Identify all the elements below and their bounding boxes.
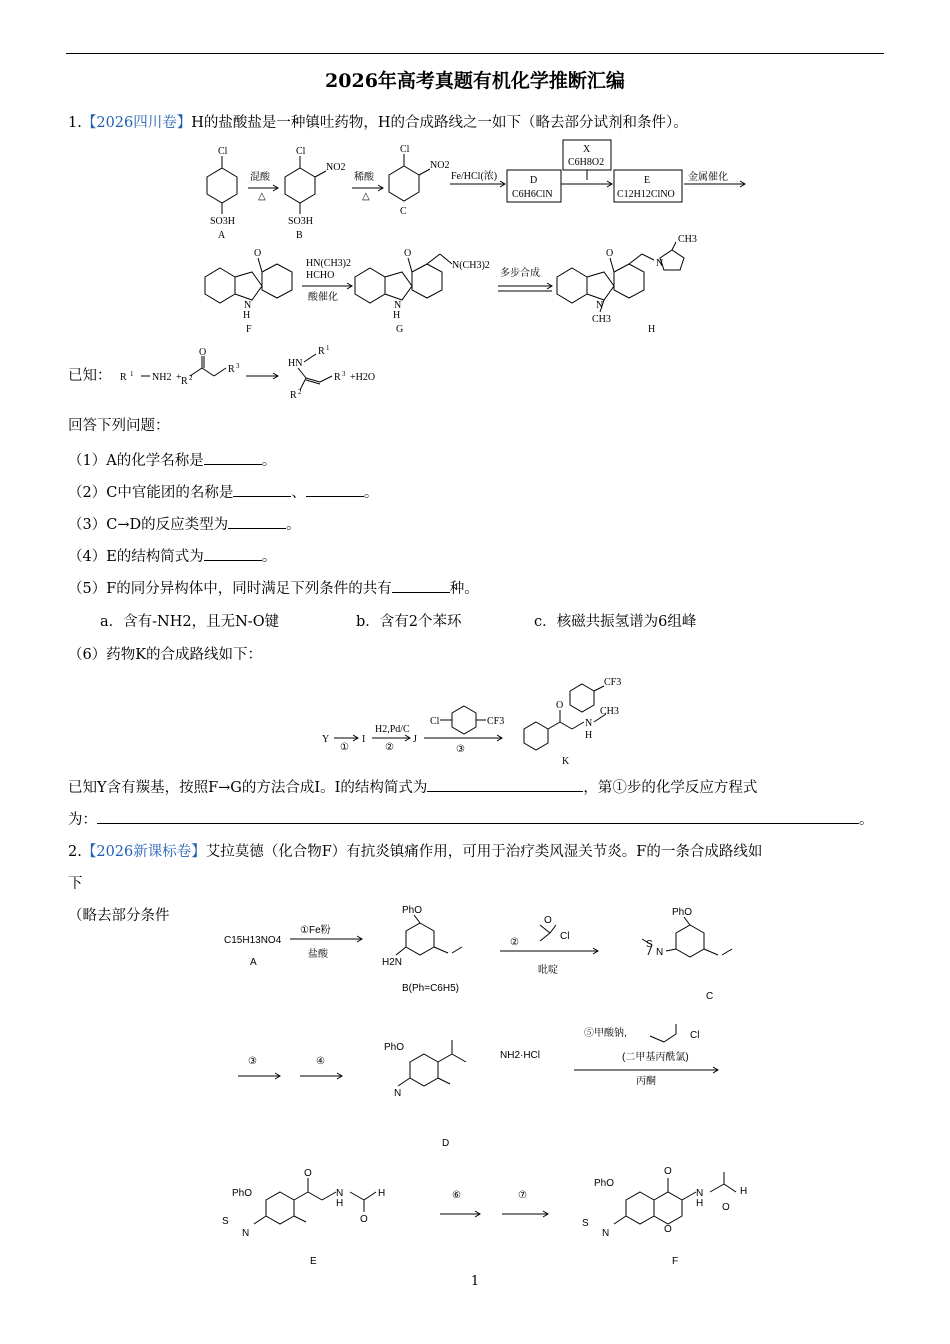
q2-stem: 艾拉莫德（化合物F）有抗炎镇痛作用，可用于治疗类风湿关节炎。F的一条合成路线如 — [205, 844, 763, 860]
q2-step2b: 吡啶 — [538, 965, 558, 976]
k-scheme — [0, 668, 950, 768]
q2-d-n: N — [394, 1088, 402, 1099]
q2-d-pho: PhO — [384, 1042, 405, 1053]
q2-f-o: O — [664, 1166, 672, 1177]
reagent-heat1: △ — [258, 191, 266, 202]
q2-step2: ② — [510, 937, 519, 948]
q1-sub3: （3）C→D的反应类型为 。 — [68, 514, 301, 535]
svg-text:3: 3 — [342, 370, 346, 378]
known-reaction — [0, 346, 950, 406]
q2-f-h: H — [696, 1198, 704, 1209]
q2-label-B: B(Ph=C6H5) — [402, 983, 459, 994]
q2-step3: ③ — [248, 1056, 257, 1067]
e-formula: C12H12ClNO — [617, 189, 675, 200]
q2-c-n: N — [656, 947, 664, 958]
q2-so2cl-o: O — [544, 915, 552, 926]
known-o: O — [199, 347, 207, 358]
q1-source: 【2026四川卷】 — [81, 115, 192, 131]
label-D: D — [530, 175, 538, 186]
q1-6-blank-eq[interactable] — [97, 809, 859, 824]
label-G: G — [396, 324, 404, 335]
known-prod-r2: R — [290, 390, 297, 401]
a-so3h: SO3H — [210, 216, 236, 227]
answer-intro: 回答下列问题： — [68, 418, 170, 434]
q2-label-A: A — [250, 957, 257, 968]
q2-step5: ⑤甲酸钠, — [584, 1028, 627, 1039]
q2-scheme-row3 — [0, 1148, 950, 1268]
k-prod-cf3: CF3 — [604, 677, 622, 688]
g-n: N — [394, 300, 402, 311]
c-cl: Cl — [400, 144, 410, 155]
q2-step1b: 盐酸 — [308, 949, 328, 960]
label-I: I — [362, 734, 366, 745]
q1-2-blank-b[interactable] — [306, 482, 364, 497]
reagent-hcho: HCHO — [306, 270, 335, 281]
header-rule — [66, 53, 884, 54]
q2-step5b: (二甲基丙酰氯) — [622, 1052, 689, 1063]
q1-stem: H的盐酸盐是一种镇吐药物，H的合成路线之一如下（略去部分试剂和条件）。 — [191, 115, 688, 131]
label-X: X — [583, 144, 591, 155]
label-F: F — [246, 324, 252, 335]
q1-sub2: （2）C中官能团的名称是 、 。 — [68, 482, 378, 503]
q2-note: （略去部分条件 — [68, 908, 170, 924]
q1-number: 1. — [68, 115, 82, 131]
q2-e-cho-h: H — [378, 1188, 386, 1199]
q2-e-h: H — [336, 1198, 344, 1209]
q1-6-blank-i[interactable] — [427, 777, 583, 792]
known-water: +H2O — [350, 372, 376, 383]
svg-text:3: 3 — [236, 362, 240, 370]
known-prod-r1: R — [318, 346, 325, 357]
g-h: H — [393, 310, 401, 321]
q1-cond-b: b．含有2个苯环 — [356, 614, 462, 630]
q2-e-cho-o: O — [360, 1214, 368, 1225]
k-n: N — [585, 718, 593, 729]
k-cl: Cl — [430, 716, 440, 727]
q1-cond-c: c．核磁共振氢谱为6组峰 — [534, 614, 697, 630]
q2-e-n: N — [336, 1188, 344, 1199]
q2-label-D: D — [442, 1138, 450, 1149]
q2-f-cho-h: H — [740, 1186, 748, 1197]
a-cl: Cl — [218, 146, 228, 157]
h-imid-ch3: CH3 — [678, 234, 697, 245]
h-imid-n: N — [656, 258, 664, 269]
k-h: H — [585, 730, 593, 741]
q2-e-n2: N — [242, 1228, 250, 1239]
d-formula: C6H6ClN — [512, 189, 553, 200]
reagent-metal-cat: 金属催化 — [688, 172, 728, 183]
q2-d-nh2hcl: NH2·HCl — [500, 1050, 540, 1061]
f-o: O — [254, 248, 262, 259]
q1-1-blank[interactable] — [204, 450, 262, 465]
page-title: 2026年高考真题有机化学推断汇编 — [325, 70, 625, 92]
k-cf3: CF3 — [487, 716, 505, 727]
label-A: A — [218, 230, 226, 241]
label-C: C — [400, 206, 407, 217]
k-step1: ① — [340, 742, 349, 753]
q2-source: 【2026新课标卷】 — [81, 844, 206, 860]
label-H: H — [648, 324, 656, 335]
q2-stem-line: 2.【2026新课标卷】艾拉莫德（化合物F）有抗炎镇痛作用，可用于治疗类风湿关节炎。F的一条合成路线如 — [68, 844, 763, 860]
q2-f-pho: PhO — [594, 1178, 615, 1189]
q2-f-n: N — [696, 1188, 704, 1199]
known-r2: R — [181, 376, 188, 387]
label-B: B — [296, 230, 303, 241]
b-no2: NO2 — [326, 162, 346, 173]
q2-b-pho: PhO — [402, 905, 423, 916]
q2-step1: ①Fe粉 — [300, 925, 331, 936]
c-no2: NO2 — [430, 160, 450, 171]
svg-text:1: 1 — [130, 370, 134, 378]
known-prod-hn: HN — [288, 358, 303, 369]
q2-e-pho: PhO — [232, 1188, 253, 1199]
known-r3: R — [228, 364, 235, 375]
q2-stem-line2: 下 — [68, 876, 83, 892]
q2-c-s: S — [646, 939, 653, 950]
q1-sub6: （6）药物K的合成路线如下： — [68, 647, 263, 663]
q2-scheme-row1 — [0, 895, 950, 1005]
k-o: O — [556, 700, 564, 711]
k-step3: ③ — [456, 744, 465, 755]
q2-e-o: O — [304, 1168, 312, 1179]
q2-b-h2n: H2N — [382, 957, 403, 968]
q1-3-blank[interactable] — [228, 514, 286, 529]
f-h: H — [243, 310, 251, 321]
q2-e-s: S — [222, 1216, 229, 1227]
h-ch3: CH3 — [592, 314, 611, 325]
known-prod-r3: R — [334, 372, 341, 383]
known-nh2: NH2 — [152, 372, 172, 383]
q2-f-n2: N — [602, 1228, 610, 1239]
q1-scheme-row2 — [0, 236, 950, 346]
q2-a-formula: C15H13NO4 — [224, 935, 282, 946]
q2-f-ring-o: O — [664, 1224, 672, 1235]
q2-pivcl-cl: Cl — [690, 1030, 700, 1041]
q1-stem-line — [68, 113, 688, 133]
k-h2-pdc: H2,Pd/C — [375, 724, 410, 735]
q2-label-C: C — [706, 991, 714, 1002]
q2-c-pho: PhO — [672, 907, 693, 918]
q1-sub1: （1）A的化学名称是 。 — [68, 450, 276, 471]
q1-sub4: （4）E的结构简式为 。 — [68, 546, 276, 567]
svg-text:2: 2 — [189, 374, 193, 382]
q2-step5c: 丙酮 — [636, 1076, 656, 1087]
reagent-multistep: 多步合成 — [500, 268, 540, 279]
h-o: O — [606, 248, 614, 259]
x-formula: C6H8O2 — [568, 157, 605, 168]
q1-sub5: （5）F的同分异构体中，同时满足下列条件的共有 种。 — [68, 578, 479, 599]
label-J: J — [413, 734, 417, 745]
q1-5-blank[interactable] — [392, 578, 450, 593]
h-n: N — [596, 300, 604, 311]
q2-so2cl-cl: Cl — [560, 931, 570, 942]
b-cl: Cl — [296, 146, 306, 157]
q2-label-F: F — [672, 1256, 679, 1267]
k-ch3: CH3 — [600, 706, 619, 717]
reagent-hnme2: HN(CH3)2 — [306, 258, 351, 269]
q1-cond-a: a．含有-NH2，且无N-O键 — [100, 614, 280, 630]
reagent-dilute-acid: 稀酸 — [354, 172, 374, 183]
label-K: K — [562, 756, 570, 767]
q2-f-cho-o: O — [722, 1202, 730, 1213]
label-Y: Y — [322, 734, 330, 745]
known-label: 已知： — [68, 368, 112, 384]
q1-4-blank[interactable] — [204, 546, 262, 561]
page-number: 1 — [470, 1274, 480, 1289]
known-plus: + — [176, 372, 182, 383]
f-n: N — [244, 300, 252, 311]
q1-6-line2: 为： 。 — [68, 809, 874, 830]
label-E: E — [644, 175, 651, 186]
reagent-acid-cat: 酸催化 — [308, 292, 338, 303]
b-so3h: SO3H — [288, 216, 314, 227]
q2-label-E: E — [310, 1256, 317, 1267]
k-step2: ② — [385, 742, 394, 753]
q2-scheme-row2 — [0, 1020, 950, 1150]
q2-step4: ④ — [316, 1056, 325, 1067]
q1-6-line1: 已知Y含有羰基，按照F→G的方法合成I。I的结构简式为 ，第①步的化学反应方程式 — [68, 777, 757, 798]
g-o: O — [404, 248, 412, 259]
q2-f-s: S — [582, 1218, 589, 1229]
q2-step6: ⑥ — [452, 1190, 461, 1201]
q1-2-blank-a[interactable] — [233, 482, 291, 497]
known-r1: R — [120, 372, 127, 383]
svg-text:2: 2 — [298, 388, 302, 396]
q2-step7: ⑦ — [518, 1190, 527, 1201]
reagent-heat2: △ — [362, 191, 370, 202]
reagent-mixed-acid: 混酸 — [250, 172, 270, 183]
svg-text:1: 1 — [326, 344, 330, 352]
g-nme2: N(CH3)2 — [452, 260, 490, 271]
reagent-fe-hcl: Fe/HCl(浓) — [451, 171, 498, 182]
